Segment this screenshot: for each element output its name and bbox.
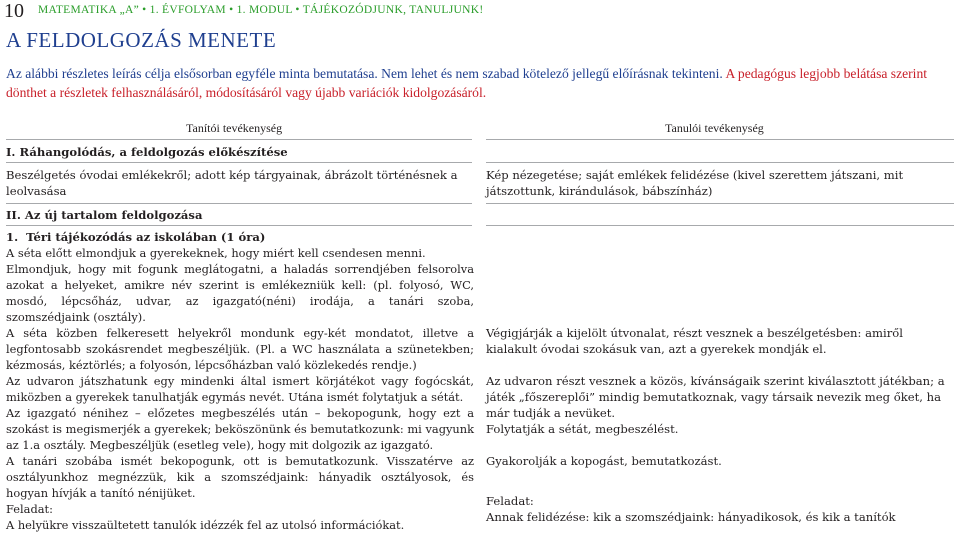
section2-title: II. Az új tartalom feldolgozása [6,208,203,222]
teacher-paragraph: A tanári szobába ismét bekopogunk, ott is bemutatkozunk. Visszatérve az osztályunkhoz megnézzük, kik a szomszédjaink: hányadik osztályosok, és hogyan hívják a tanító nénijüket. [6,454,474,500]
intro-paragraph [6,65,956,102]
header-rule-right [486,139,954,140]
section1-rule-left [6,162,472,163]
teacher-task-label: Feladat: [6,502,53,516]
section1-student-text: Kép nézegetése; saját emlékek felidézése (kivel szerettem játszani, mit játszottunk, kirándulások, bábszínház) [486,168,904,198]
teacher-activity-block [6,245,474,533]
section-title: A FELDOLGOZÁS MENETE [6,28,277,52]
header-rule-left [6,139,472,140]
student-column-header: Tanulói tevékenység [665,121,764,135]
section1-teacher-text: Beszélgetés óvodai emlékekről; adott kép tárgyainak, ábrázolt történésnek a leolvasása [6,168,458,198]
student-paragraph: Gyakorolják a kopogást, bemutatkozást. [486,454,722,468]
page-header [0,0,960,22]
section2-rule-right [486,225,954,226]
section1-bottom-rule-right [486,203,954,204]
teacher-column-header: Tanítói tevékenység [186,121,283,135]
teacher-paragraph: Az udvaron játszhatunk egy mindenki által ismert körjátékot vagy fogócskát, miközben a gyerekek tanulhatják egymás nevét. Utána ismét folytatjuk a sétát. [6,374,474,404]
teacher-task-text: A helyükre visszaültetett tanulók idézzék fel az utolsó információkat. [6,518,405,532]
teacher-paragraph: A séta előtt elmondjuk a gyerekeknek, hogy miért kell csendesen menni. [6,246,426,260]
section1-bottom-rule-left [6,203,472,204]
intro-red-text: A pedagógus legjobb belátása szerint dönthet a részletek felhasználásáról, módosításáról vagy újabb variációk kidolgozásáról. [6,66,928,100]
student-task-label: Feladat: [486,494,534,508]
running-title: MATEMATIKA „A” • 1. ÉVFOLYAM • 1. MODUL • TÁJÉKOZÓDJUNK, TANULJUNK! [38,4,484,16]
section1-rule-right [486,162,954,163]
intro-blue-text: Az alábbi részletes leírás célja elsősorban egyféle minta bemutatása. Nem lehet és nem szabad kötelező jellegű előírásnak tekinteni. [6,66,723,81]
student-paragraph: Végigjárják a kijelölt útvonalat, részt vesznek a beszélgetésben: amiről kialakult óvodai szokásuk van, azt a gyerekek mondják el. [486,326,903,356]
page-number: 10 [4,0,24,22]
section1-title: I. Ráhangolódás, a feldolgozás előkészítése [6,145,288,159]
teacher-paragraph: A séta közben felkeresett helyekről mondunk egy-két mondatot, illetve a legfontosabb szokásrendet megbeszéljük. (Pl. a WC használata a szünetekben; kézmosás, kéztörlés; a folyosón, lépcsőházban való közlekedés rendje.) [6,326,474,372]
student-paragraph: Az udvaron részt vesznek a közös, kívánságaik szerint kiválasztott játékban; a játék „főszereplői” mindig bemutatkoznak, vagy társaik nevezik meg őket, ha már tudják a nevüket. [486,374,945,420]
student-task-text: Annak felidézése: kik a szomszédjaink: hányadikosok, és kik a tanítók [486,510,896,524]
student-paragraph: Folytatják a sétát, megbeszélést. [486,422,679,436]
section2-subtitle: 1. Téri tájékozódás az iskolában (1 óra) [6,230,266,244]
section2-rule-left [6,225,472,226]
teacher-paragraph: Elmondjuk, hogy mit fogunk meglátogatni, a haladás sorrendjében felsorolva azokat a helyeket, amikre név szerint is emlékezniük kell: (pl. folyosó, WC, mosdó, lépcsőház, udvar, az igazgató(néni) irodája, a tanári szoba, szomszédjaink (osztály). [6,262,474,324]
teacher-paragraph: Az igazgató nénihez – előzetes megbeszélés után – bekopogunk, hogy ezt a szokást is megismerjék a gyerekek; beköszönünk és bemutatkozunk: mi vagyunk az 1.a osztály. Megbeszéljük (esetleg vele), hogy mit dolgozik az igazgató. [6,406,474,452]
